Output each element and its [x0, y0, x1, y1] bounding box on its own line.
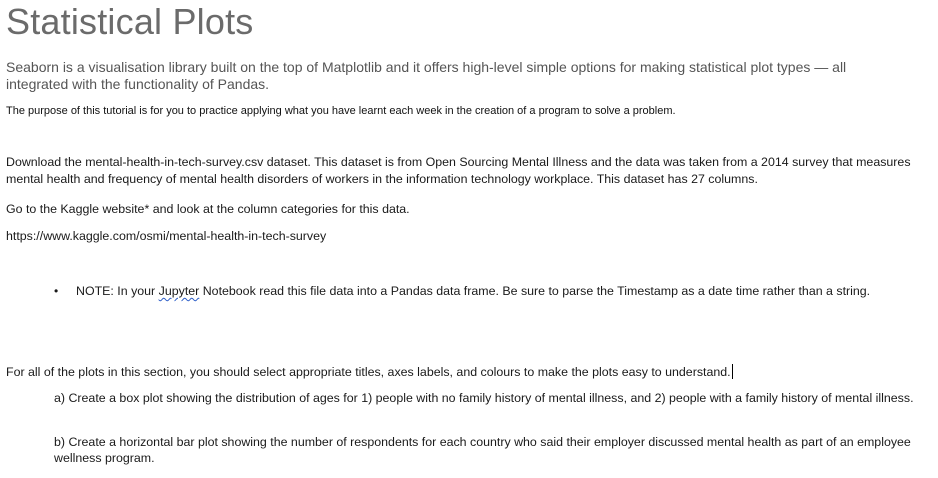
task-a: a) Create a box plot showing the distribution of ages for 1) people with no family history of mental illness, and 2) people with a family history of mental illness.: [54, 391, 914, 405]
spellcheck-word[interactable]: Jupyter: [158, 284, 200, 298]
bullet-icon: •: [54, 284, 59, 298]
download-paragraph: Download the mental-health-in-tech-survey.csv dataset. This dataset is from Open Sourcing Mental Illness and the data was taken from a 2014 survey that measures mental health and frequency of mental health disorders of workers in the information technology workplace. This dataset has 27 columns.: [6, 155, 911, 186]
note-list-item: [54, 283, 870, 300]
text-cursor: [732, 364, 733, 379]
dataset-url: https://www.kaggle.com/osmi/mental-health-in-tech-survey: [6, 229, 327, 243]
page-title: Statistical Plots: [6, 1, 254, 42]
purpose-paragraph: The purpose of this tutorial is for you to practice applying what you have learnt each week in the creation of a program to solve a problem.: [6, 105, 676, 117]
note-text-before: NOTE: In your: [76, 284, 159, 298]
note-text-after: Notebook read this file data into a Pandas data frame. Be sure to parse the Timestamp as a date time rather than a string.: [199, 284, 871, 298]
kaggle-instruction: Go to the Kaggle website* and look at the column categories for this data.: [6, 202, 410, 216]
task-b: b) Create a horizontal bar plot showing the number of respondents for each country who said their employer discussed mental health as part of an employee wellness program.: [54, 435, 911, 465]
plots-intro-text: For all of the plots in this section, you should select appropriate titles, axes labels, and colours to make the plots easy to understand.: [6, 365, 731, 379]
intro-paragraph: Seaborn is a visualisation library built on the top of Matplotlib and it offers high-level simple options for making statistical plot types — all integrated with the functionality of Pandas.: [6, 59, 847, 92]
plots-intro-paragraph: [6, 364, 931, 381]
